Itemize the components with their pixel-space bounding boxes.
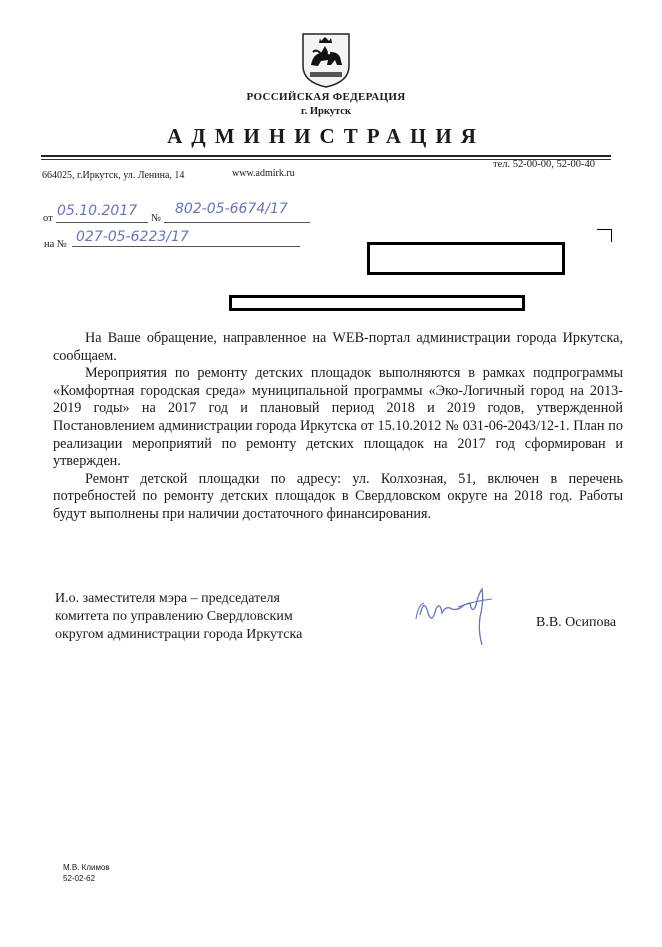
address-block-corner <box>597 229 612 242</box>
letterhead-rule <box>41 155 611 157</box>
reply-label: на № <box>44 239 67 250</box>
redacted-recipient-address <box>229 295 525 311</box>
handwritten-number: 802-05-6674/17 <box>175 201 288 217</box>
city-name: г. Иркутск <box>301 106 351 117</box>
handwritten-signature <box>412 575 502 645</box>
number-underline <box>164 222 310 223</box>
handwritten-reply-number: 027-05-6223/17 <box>76 229 189 245</box>
redacted-recipient-name <box>367 242 565 275</box>
executor-phone: 52-02-62 <box>63 874 96 883</box>
letterhead-website: www.admirk.ru <box>232 168 295 179</box>
body-paragraph-3: Ремонт детской площадки по адресу: ул. Колхозная, 51, включен в перечень потребностей по ремонту детских площадок в Свердловском округе на 2018 год. Работы будут выполнены при наличии достаточного финансирования. <box>53 470 623 522</box>
signer-position-line: округом администрации города Иркутска <box>55 627 303 642</box>
date-underline <box>56 222 148 223</box>
number-label: № <box>151 213 162 224</box>
body-paragraph-2: Мероприятия по ремонту детских площадок выполняются в рамках подпрограммы «Комфортная городская среда» муниципальной программы «Эко-Логичный город на 2013-2019 годы» на 2017 год и плановый период 2018 и 2019 годов, утвержденной Постановлением администрации города Иркутска от 15.10.2012 № 031-06-2043/12-1. План по реализации мероприятий по ремонту детских площадок на 2017 год сформирован и утвержден. <box>53 365 623 470</box>
letter-body <box>53 330 623 524</box>
handwritten-date: 05.10.2017 <box>57 203 138 219</box>
signer-position-line: И.о. заместителя мэра – председателя <box>55 591 280 606</box>
signer-name: В.В. Осипова <box>536 615 617 630</box>
from-label: от <box>43 213 53 224</box>
reply-underline <box>72 246 300 247</box>
body-paragraph-1: На Ваше обращение, направленное на WEB-портал администрации города Иркутска, сообщаем. <box>53 330 623 364</box>
signer-position-line: комитета по управлению Свердловским <box>55 609 293 624</box>
executor-info <box>63 862 110 884</box>
country-name: РОССИЙСКАЯ ФЕДЕРАЦИЯ <box>246 91 406 103</box>
signer-position <box>55 590 302 644</box>
letterhead-title: АДМИНИСТРАЦИЯ <box>167 124 485 148</box>
letterhead-address: 664025, г.Иркутск, ул. Ленина, 14 <box>42 170 185 181</box>
letterhead-phone: тел. 52-00-00, 52-00-40 <box>493 159 595 170</box>
executor-name: М.В. Климов <box>63 863 110 872</box>
coat-of-arms-icon <box>301 32 351 88</box>
